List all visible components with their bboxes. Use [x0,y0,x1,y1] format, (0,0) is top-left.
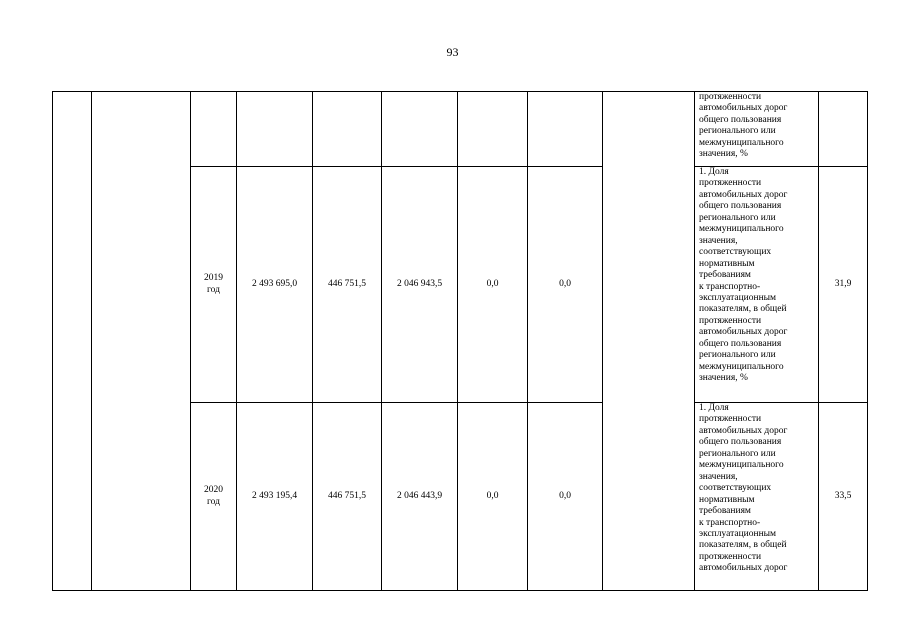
total-amount-cell: 2 493 695,0 [237,167,313,403]
local-amount-cell: 0,0 [458,167,528,403]
year-number: 2020 [204,484,223,495]
indicator-name-cell: 1. Доля протяженности автомобильных дорог общего пользования регионального или межмуниципального значения, соответствующих нормативным требованиям к транспортно- эксплуатационным показателям, в общей протяженности автомобильных дорог общего пользования регионального или межмуниципального значения, % [695,167,819,403]
table-row [53,92,868,167]
empty-cell [603,92,695,591]
page-number: 93 [446,45,459,59]
local-amount-cell [458,92,528,167]
year-cell [191,403,237,591]
year-cell [191,92,237,167]
year-cell [191,167,237,403]
program-financing-table [52,91,868,591]
indicator-value-cell: 33,5 [819,403,868,591]
federal-amount-cell: 446 751,5 [313,403,382,591]
extra-amount-cell [528,92,603,167]
total-amount-cell: 2 493 195,4 [237,403,313,591]
year-number: 2019 [204,272,223,283]
extra-amount-cell: 0,0 [528,167,603,403]
regional-amount-cell: 2 046 943,5 [382,167,458,403]
total-amount-cell [237,92,313,167]
indicator-name-cell: 1. Доля протяженности автомобильных дорог общего пользования регионального или межмуниципального значения, соответствующих нормативным требованиям к транспортно- эксплуатационным показателям, в общей протяженности автомобильных дорог [695,403,819,591]
regional-amount-cell: 2 046 443,9 [382,403,458,591]
federal-amount-cell: 446 751,5 [313,167,382,403]
empty-cell [92,92,191,591]
year-label: год [207,284,220,295]
indicator-value-cell: 31,9 [819,167,868,403]
empty-cell [53,92,92,591]
indicator-value-cell [819,92,868,167]
federal-amount-cell [313,92,382,167]
regional-amount-cell [382,92,458,167]
indicator-name-cell: протяженности автомобильных дорог общего пользования регионального или межмуниципального значения, % [695,92,819,167]
extra-amount-cell: 0,0 [528,403,603,591]
local-amount-cell: 0,0 [458,403,528,591]
year-label: год [207,496,220,507]
